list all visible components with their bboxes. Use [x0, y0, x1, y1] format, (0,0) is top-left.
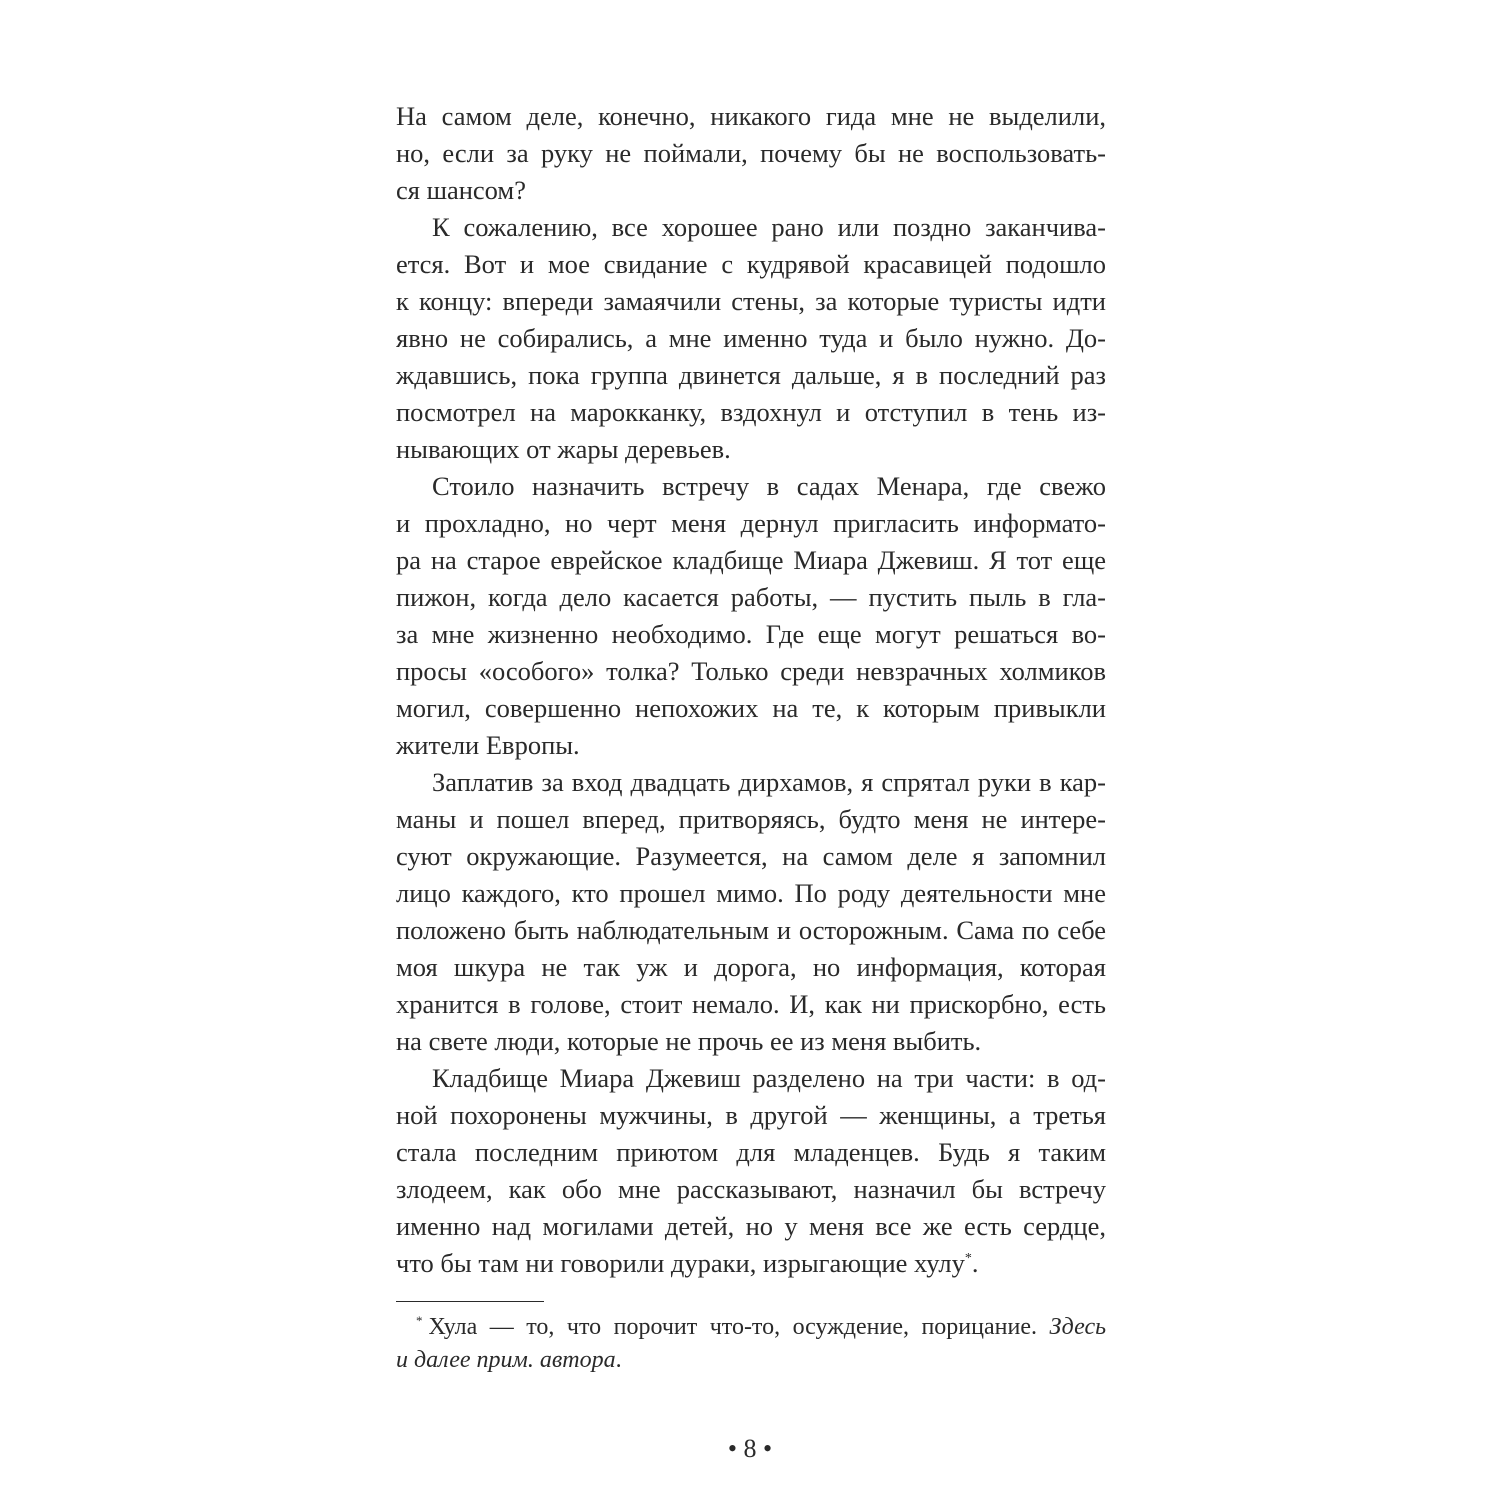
- text-line: ра на старое еврейское кладбище Миара Джевиш. Я тот еще: [396, 545, 1106, 575]
- paragraph-first-line: К сожалению, все хорошее рано или поздно заканчива-: [432, 212, 1106, 242]
- text-line: жители Европы.: [396, 730, 580, 760]
- text-line: просы «особого» толка? Только среди невзрачных холмиков: [396, 656, 1106, 686]
- text-line: положено быть наблюдательным и осторожным. Сама по себе: [396, 915, 1106, 945]
- text-line: маны и пошел вперед, притворяясь, будто меня не интере-: [396, 804, 1106, 834]
- text-line-with-footnote: [396, 1245, 1106, 1282]
- text-line: суют окружающие. Разумеется, на самом деле я запомнил: [396, 841, 1106, 871]
- footnote-italic-text: Здесь: [1049, 1314, 1107, 1340]
- footnote-period: .: [615, 1347, 622, 1373]
- text-line: ждавшись, пока группа двинется дальше, я в последний раз: [396, 360, 1106, 390]
- text-line: пижон, когда дело касается работы, — пустить пыль в гла-: [396, 582, 1106, 612]
- footnote-marker: *: [416, 1313, 423, 1328]
- footnote-line: [396, 1344, 1106, 1377]
- text-line: стала последним приютом для младенцев. Будь я таким: [396, 1137, 1106, 1167]
- footnote-line: [416, 1311, 1106, 1344]
- text-line: ся шансом?: [396, 175, 526, 205]
- text-line: именно над могилами детей, но у меня все же есть сердце,: [396, 1211, 1106, 1241]
- footnote-italic-text: и далее прим. автора: [396, 1347, 616, 1373]
- text-line: что бы там ни говорили дураки, изрыгающие хулу: [396, 1248, 965, 1278]
- paragraph-first-line: Стоило назначить встречу в садах Менара, где свежо: [432, 471, 1106, 501]
- text-line: ется. Вот и мое свидание с кудрявой красавицей подошло: [396, 249, 1106, 279]
- text-line: к концу: впереди замаячили стены, за которые туристы идти: [396, 286, 1106, 316]
- text-line: за мне жизненно необходимо. Где еще могут решаться во-: [396, 619, 1106, 649]
- text-line: На самом деле, конечно, никакого гида мне не выделили,: [396, 101, 1106, 131]
- text-line: хранится в голове, стоит немало. И, как ни прискорбно, есть: [396, 989, 1106, 1019]
- sentence-period: .: [971, 1248, 979, 1278]
- text-line: злодеем, как обо мне рассказывают, назначил бы встречу: [396, 1174, 1106, 1204]
- text-line: на свете люди, которые не прочь ее из меня выбить.: [396, 1026, 982, 1056]
- footnote-reference[interactable]: *: [964, 1251, 972, 1267]
- text-line: посмотрел на марокканку, вздохнул и отступил в тень из-: [396, 397, 1106, 427]
- text-line: ной похоронены мужчины, в другой — женщины, а третья: [396, 1100, 1106, 1130]
- footnote-divider: [396, 1301, 544, 1302]
- text-line: но, если за руку не поймали, почему бы не воспользовать-: [396, 138, 1106, 168]
- text-line: и прохладно, но черт меня дернул пригласить информато-: [396, 508, 1106, 538]
- paragraph-first-line: Кладбище Миара Джевиш разделено на три части: в од-: [432, 1063, 1106, 1093]
- text-line: моя шкура не так уж и дорога, но информация, которая: [396, 952, 1106, 982]
- text-line: нывающих от жары деревьев.: [396, 434, 731, 464]
- text-line: могил, совершенно непохожих на те, к которым привыкли: [396, 693, 1106, 723]
- footnote-text: Хула — то, что порочит что-то, осуждение, порицание.: [428, 1314, 1037, 1340]
- paragraph-first-line: Заплатив за вход двадцать дирхамов, я спрятал руки в кар-: [432, 767, 1106, 797]
- text-line: явно не собирались, а мне именно туда и было нужно. До-: [396, 323, 1106, 353]
- page-number: • 8 •: [727, 1434, 773, 1463]
- text-line: лицо каждого, кто прошел мимо. По роду деятельности мне: [396, 878, 1106, 908]
